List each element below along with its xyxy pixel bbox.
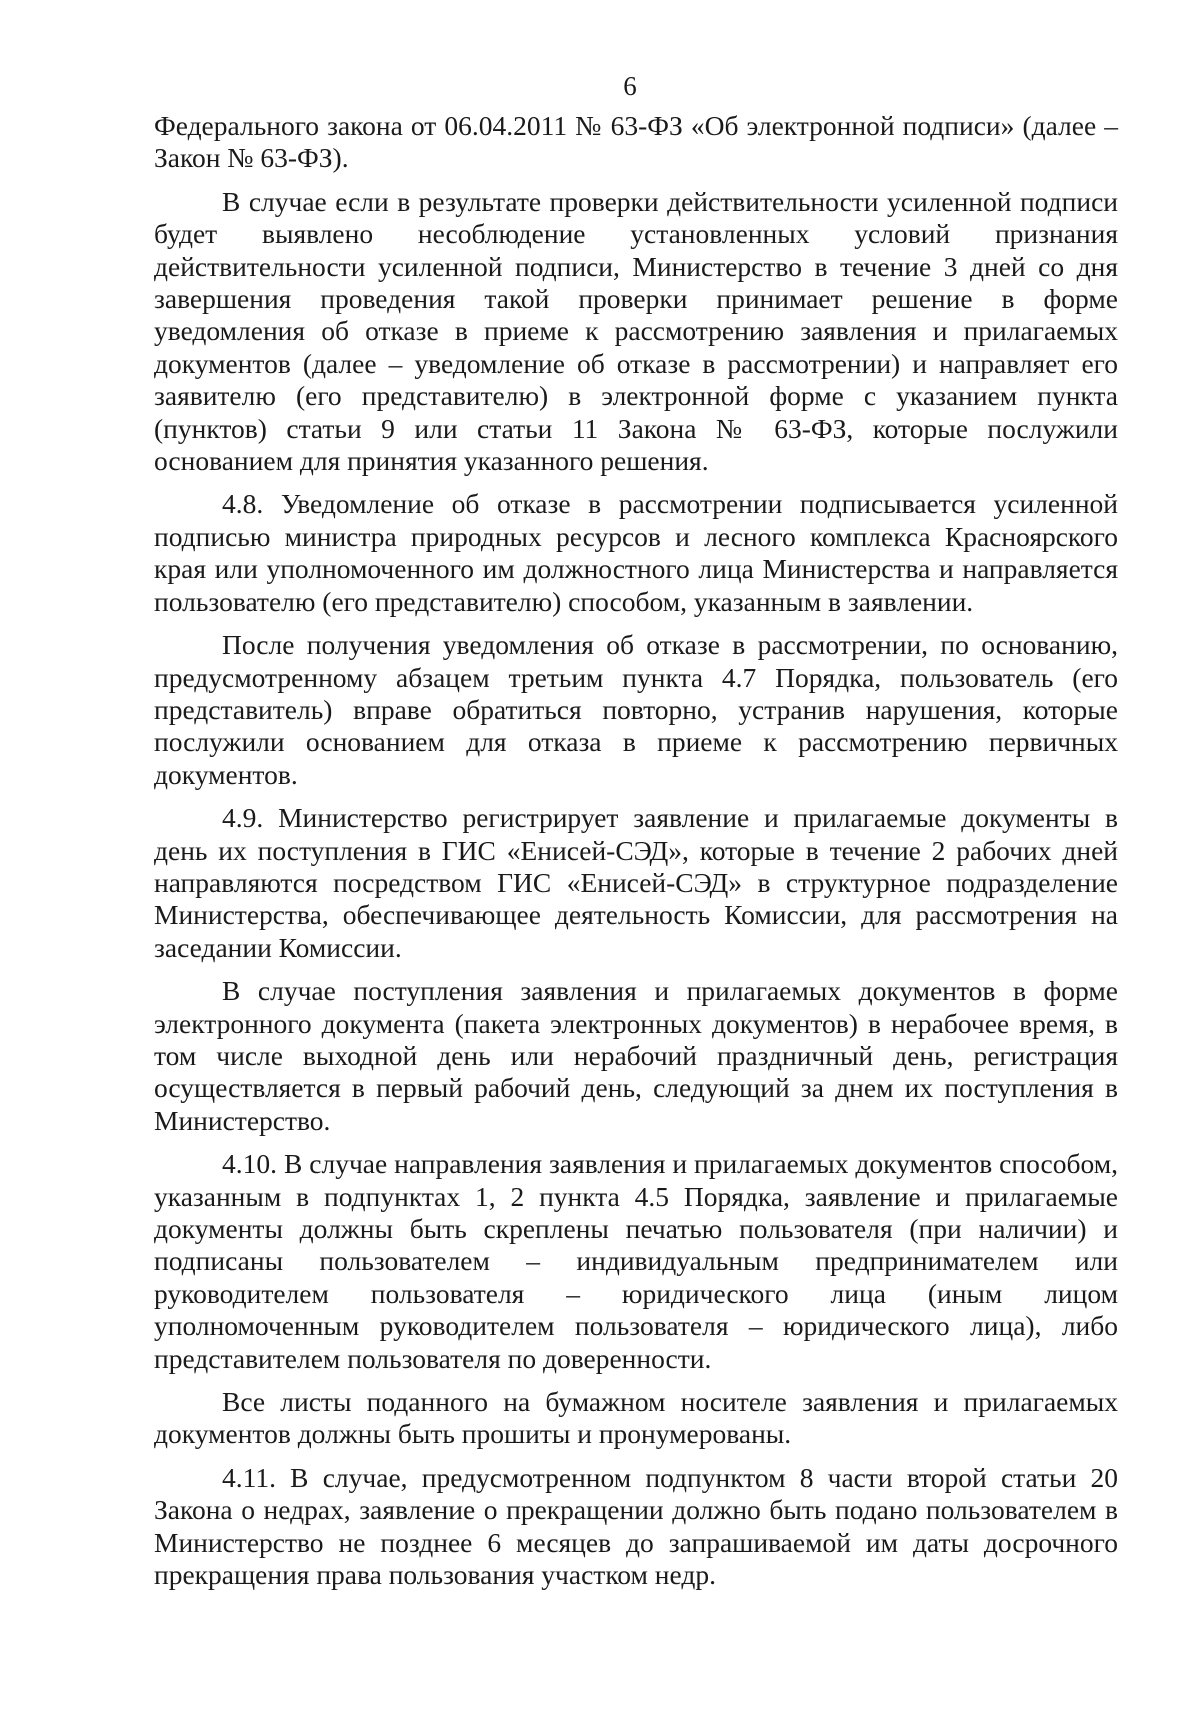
paragraph-law-reference: Федерального закона от 06.04.2011 № 63-ФЗ «Об электронной подписи» (далее – Закон № 63-ФЗ). [154,110,1118,174]
document-body [154,110,1118,1591]
paragraph-signature-check: В случае если в результате проверки действительности усиленной подписи будет выявлено несоблюдение установленных условий признания действительности усиленной подписи, Министерство в течение 3 дней со дня завершения проведения такой проверки принимает решение в форме уведомления об отказе в приеме к рассмотрению заявления и прилагаемых документов (далее – уведомление об отказе в рассмотрении) и направляет его заявителю (его представителю) в электронной форме с указанием пункта (пунктов) статьи 9 или статьи 11 Закона № 63-ФЗ, которые послужили основанием для принятия указанного решения. [154,185,1118,477]
paragraph-nonworking-time: В случае поступления заявления и прилагаемых документов в форме электронного документа (пакета электронных документов) в нерабочее время, в том числе выходной день или нерабочий праздничный день, регистрация осуществляется в первый рабочий день, следующий за днем их поступления в Министерство. [154,975,1118,1136]
paragraph-4-10: 4.10. В случае направления заявления и прилагаемых документов способом, указанным в подпунктах 1, 2 пункта 4.5 Порядка, заявление и прилагаемые документы должны быть скреплены печатью пользователя (при наличии) и подписаны пользователем – индивидуальным предпринимателем или руководителем пользователя – юридического лица (иным лицом уполномоченным руководителем пользователя – юридического лица), либо представителем пользователя по доверенности. [154,1148,1118,1374]
paragraph-paper-sheets: Все листы поданного на бумажном носителе заявления и прилагаемых документов должны быть прошиты и пронумерованы. [154,1386,1118,1450]
page-number: 6 [623,71,637,101]
paragraph-4-11: 4.11. В случае, предусмотренном подпунктом 8 части второй статьи 20 Закона о недрах, заявление о прекращении должно быть подано пользователем в Министерство не позднее 6 месяцев до запрашиваемой им даты досрочного прекращения права пользования участком недр. [154,1461,1118,1591]
paragraph-4-9: 4.9. Министерство регистрирует заявление и прилагаемые документы в день их поступления в ГИС «Енисей-СЭД», которые в течение 2 рабочих дней направляются посредством ГИС «Енисей-СЭД» в структурное подразделение Министерства, обеспечивающее деятельность Комиссии, для рассмотрения на заседании Комиссии. [154,802,1118,963]
paragraph-4-8: 4.8. Уведомление об отказе в рассмотрении подписывается усиленной подписью министра природных ресурсов и лесного комплекса Красноярского края или уполномоченного им должностного лица Министерства и направляется пользователю (его представителю) способом, указанным в заявлении. [154,488,1118,617]
paragraph-repeat-application: После получения уведомления об отказе в рассмотрении, по основанию, предусмотренному абзацем третьим пункта 4.7 Порядка, пользователь (его представитель) вправе обратиться повторно, устранив нарушения, которые послужили основанием для отказа в приеме к рассмотрению первичных документов. [154,629,1118,790]
